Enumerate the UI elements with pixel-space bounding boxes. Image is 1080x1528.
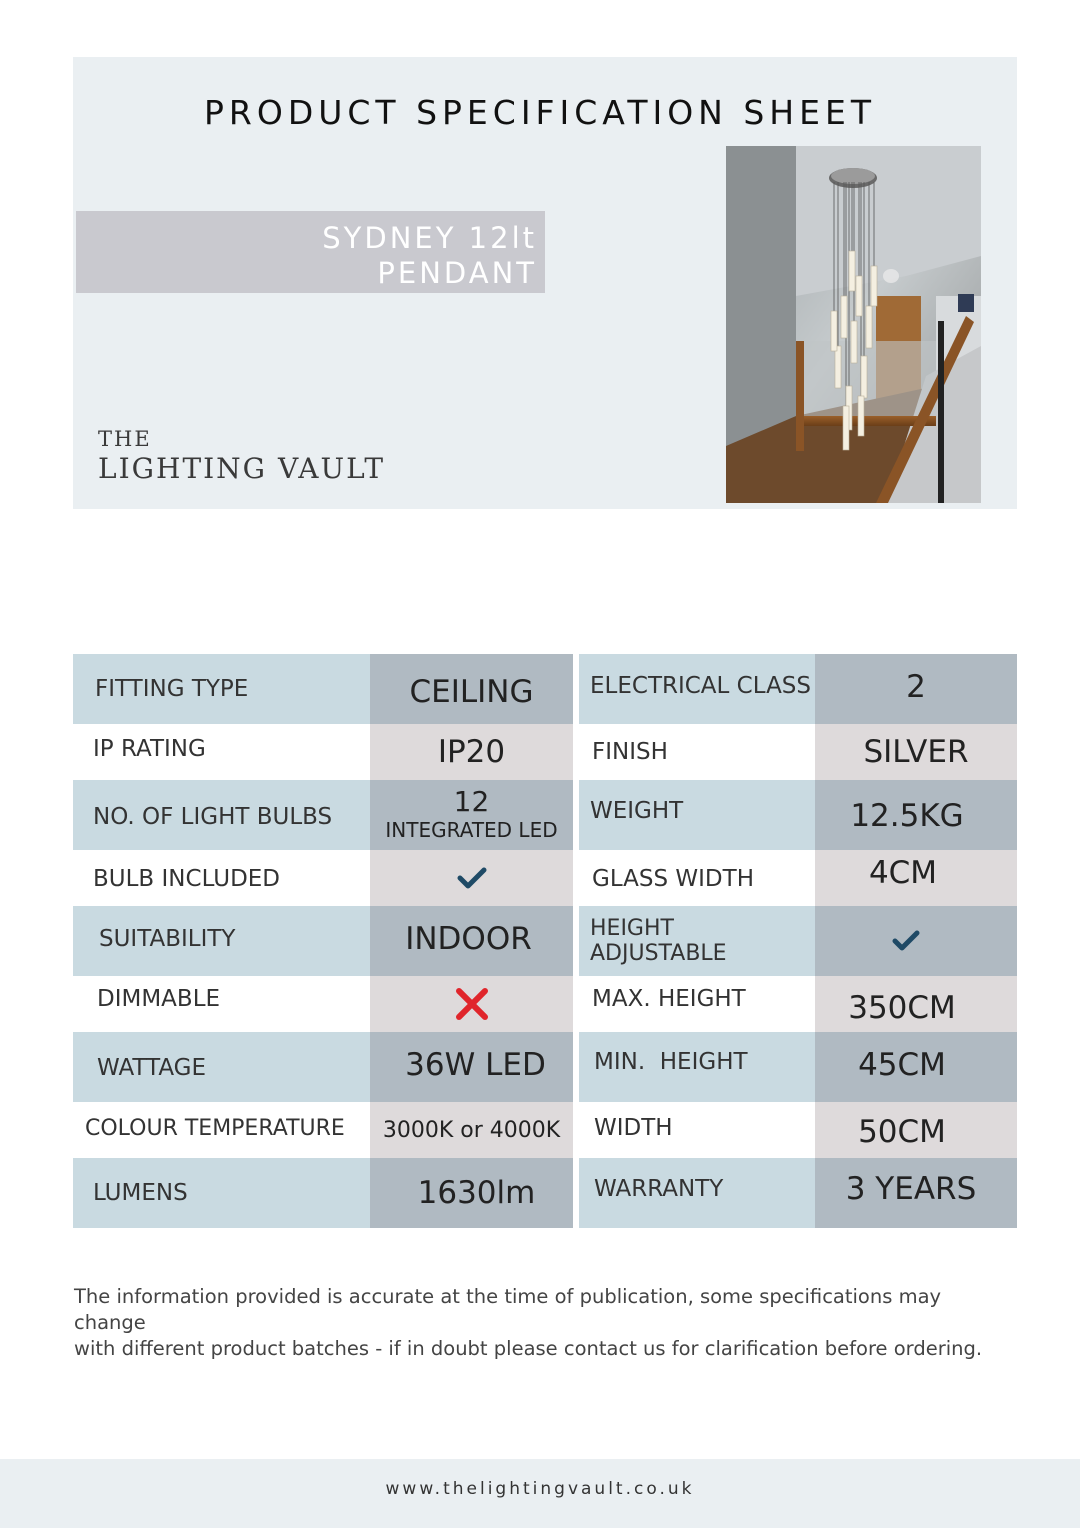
disclaimer xyxy=(74,1284,1004,1362)
disclaimer-line1: The information provided is accurate at the time of publication, some specifications may change xyxy=(74,1285,942,1334)
spec-value xyxy=(815,906,1017,976)
disclaimer-line2: with different product batches - if in doubt please contact us for clarification before ordering. xyxy=(74,1337,983,1360)
spec-value: 3000K or 4000K xyxy=(370,1102,573,1158)
spec-label: ELECTRICAL CLASS xyxy=(579,654,815,724)
product-photo xyxy=(726,146,981,503)
spec-value: 12.5KG xyxy=(815,780,1017,850)
spec-label: IP RATING xyxy=(73,724,370,780)
spec-value: 50CM xyxy=(815,1102,1017,1158)
brand-line2: LIGHTING VAULT xyxy=(98,452,386,485)
spec-label: MAX. HEIGHT xyxy=(579,976,815,1032)
cross-icon xyxy=(454,986,490,1022)
product-name-line1: SYDNEY 12lt xyxy=(322,221,537,255)
product-name-box xyxy=(76,211,545,293)
spec-label: WARRANTY xyxy=(579,1158,815,1228)
spec-label: DIMMABLE xyxy=(73,976,370,1032)
product-name xyxy=(322,221,537,291)
spec-value: IP20 xyxy=(370,724,573,780)
spec-label: MIN. HEIGHT xyxy=(579,1032,815,1102)
spec-value: 4CM xyxy=(815,850,1017,906)
spec-label: BULB INCLUDED xyxy=(73,850,370,906)
spec-value xyxy=(370,850,573,906)
spec-label: NO. OF LIGHT BULBS xyxy=(73,780,370,850)
spec-value: 2 xyxy=(815,654,1017,724)
spec-label: FITTING TYPE xyxy=(73,654,370,724)
spec-label: COLOUR TEMPERATURE xyxy=(73,1102,370,1158)
spec-value: 3 YEARS xyxy=(815,1158,1017,1228)
spec-value: SILVER xyxy=(815,724,1017,780)
brand-line1: THE xyxy=(98,427,152,451)
spec-label: LUMENS xyxy=(73,1158,370,1228)
spec-value: 350CM xyxy=(815,976,1017,1032)
check-icon xyxy=(457,866,487,890)
spec-label: HEIGHT ADJUSTABLE xyxy=(579,906,815,976)
spec-value: 45CM xyxy=(815,1032,1017,1102)
spec-label: FINISH xyxy=(579,724,815,780)
spec-label: WIDTH xyxy=(579,1102,815,1158)
check-icon xyxy=(892,930,920,952)
spec-label: GLASS WIDTH xyxy=(579,850,815,906)
product-name-line2: PENDANT xyxy=(377,256,537,290)
website-link[interactable]: www.thelightingvault.co.uk xyxy=(385,1479,695,1499)
page-title: PRODUCT SPECIFICATION SHEET xyxy=(204,93,876,132)
spec-value xyxy=(370,976,573,1032)
spec-label: WEIGHT xyxy=(579,780,815,850)
spec-value: CEILING xyxy=(370,654,573,724)
footer xyxy=(0,1459,1080,1528)
spec-value: INDOOR xyxy=(370,906,573,976)
spec-label: SUITABILITY xyxy=(73,906,370,976)
spec-value-main: 12 xyxy=(453,785,490,818)
brand-logo xyxy=(98,426,385,486)
spec-value: 1630lm xyxy=(370,1158,573,1228)
spec-label: WATTAGE xyxy=(73,1032,370,1102)
spec-value xyxy=(370,780,573,850)
spec-value: 36W LED xyxy=(370,1032,573,1102)
spec-value-sub: INTEGRATED LED xyxy=(385,818,558,842)
